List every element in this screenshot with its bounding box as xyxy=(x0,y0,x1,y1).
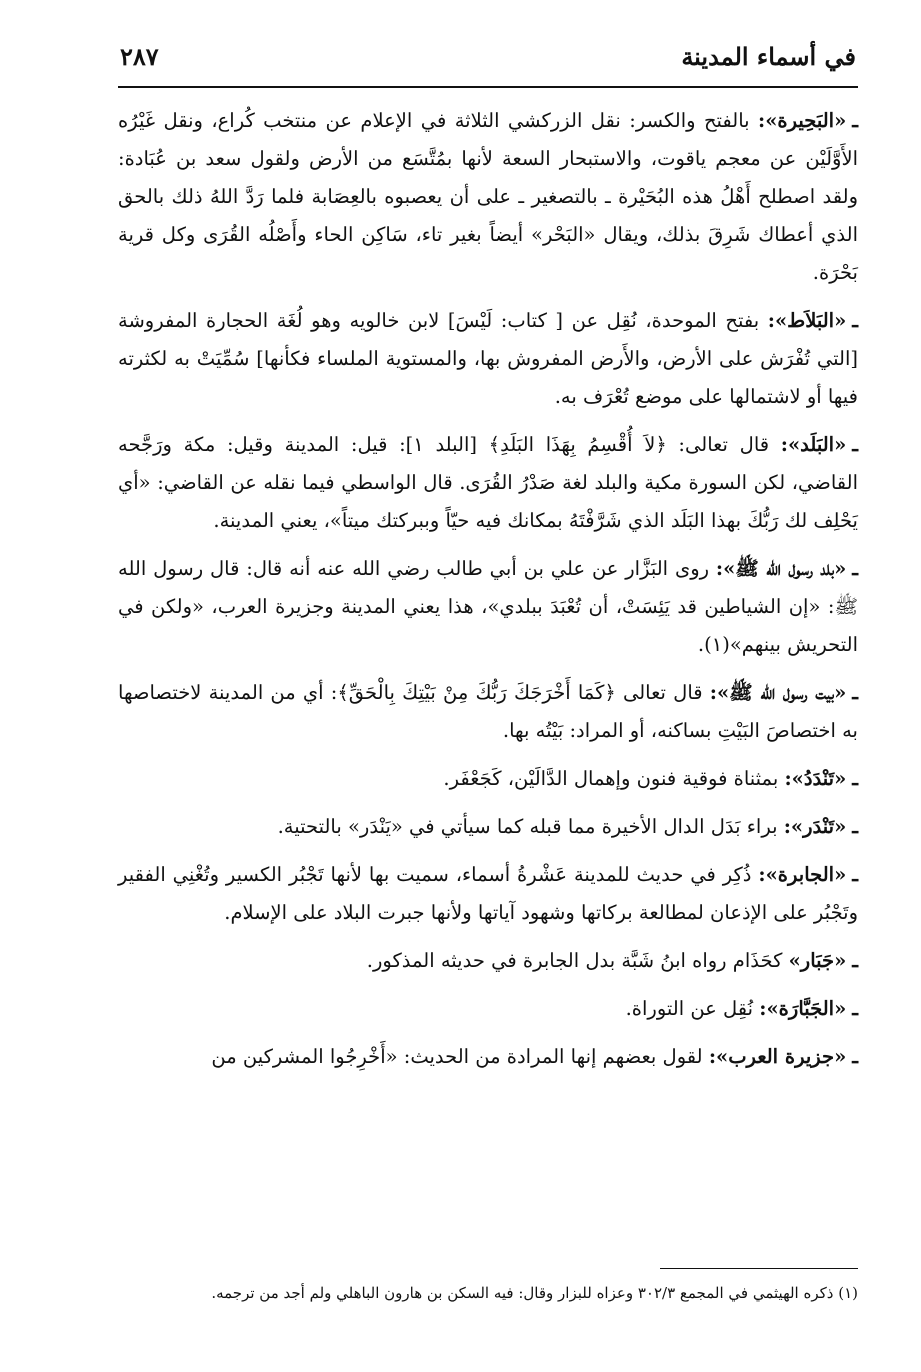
entry-dash: ـ xyxy=(852,863,858,886)
entry-text: بفتح الموحدة، نُقِل عن [ كتاب: لَيْسَ] لابن خالويه وهو لُغَة الحجارة المفروشة [التي تُفْرَش على الأرض، والأَرض المفروش بها، والمستوية الملساء فكأنها] سُمِّيَتْ به لكثرته فيها أو لاشتمالها على موضع تُعْرَف به. xyxy=(118,309,858,408)
entry-text: لقول بعضهم إنها المرادة من الحديث: «أَخْرِجُوا المشركين من xyxy=(211,1045,703,1068)
entry-term: «تَنْدَدُ»: xyxy=(784,767,847,790)
entry-bayt-rasul xyxy=(118,674,858,750)
entry-term: «بلد رسول الله ﷺ»: xyxy=(715,557,847,580)
entry-dash: ـ xyxy=(852,997,858,1020)
entry-text: براء بَدَل الدال الأخيرة مما قبله كما سيأتي في «يَنْدَر» بالتحتية. xyxy=(277,815,778,838)
entry-term: «البَلاَط»: xyxy=(767,309,847,332)
header-rule xyxy=(118,86,858,88)
entry-term: «البَحِيرة»: xyxy=(758,109,847,132)
entry-term: «البَلَد»: xyxy=(780,433,847,456)
entry-jazirat-al-arab xyxy=(118,1038,858,1076)
footnote-text: (١) ذكره الهيثمي في المجمع ٣٠٢/٣ وعزاه للبزار وقال: فيه السكن بن هارون الباهلي ولم أجد من ترجمه. xyxy=(211,1284,858,1302)
entry-tandar xyxy=(118,808,858,846)
entry-text: قال تعالى: ﴿لاَ أُقْسِمُ بِهَذَا البَلَدِ﴾ [البلد ١]: قيل: المدينة وقيل: مكة ورَجَّحه القاضي، لكن السورة مكية والبلد لغة صَدْرُ القُرَى. قال الواسطي فيما نقله عن القاضي: «أي يَحْلِف لك رَبُّكَ بهذا البَلَد الذي شَرَّفْتَهُ بمكانك فيه حيّاً وببركتك ميتاً»، يعني المدينة. xyxy=(118,433,858,532)
page-number: ٢٨٧ xyxy=(120,42,159,71)
entry-dash: ـ xyxy=(852,949,858,972)
running-head xyxy=(118,42,858,86)
entry-term: «جَبَار» xyxy=(788,949,847,972)
entry-term: «بيت رسول الله ﷺ»: xyxy=(709,681,847,704)
entry-dash: ـ xyxy=(852,681,858,704)
footnote xyxy=(118,1280,858,1306)
entry-balat xyxy=(118,302,858,416)
page-body xyxy=(118,42,858,1086)
running-title: في أسماء المدينة xyxy=(681,42,856,71)
entry-term: «جزيرة العرب»: xyxy=(708,1045,847,1068)
entry-dash: ـ xyxy=(852,815,858,838)
entry-term: «الجَبَّارَة»: xyxy=(759,997,847,1020)
entry-text: ذُكِر في حديث للمدينة عَشْرةُ أسماء، سميت بها لأنها تَجْبُر الكسير وتُغْنِي الفقير وتَجْبُر على الإذعان لمطالعة بركاتها وشهود آياتها ولأنها جبرت البلاد على الإسلام. xyxy=(118,863,858,924)
entry-dash: ـ xyxy=(852,557,858,580)
entry-dash: ـ xyxy=(852,433,859,456)
entry-balad xyxy=(118,426,858,540)
entry-jabira xyxy=(118,856,858,932)
entry-term: «الجابرة»: xyxy=(758,863,847,886)
entry-tandad xyxy=(118,760,858,798)
entry-text: بمثناة فوقية فنون وإهمال الدَّالَيْن، كَجَعْفَر. xyxy=(443,767,779,790)
entry-balad-rasul xyxy=(118,550,858,664)
entry-text: كحَذَام رواه ابنُ شَبَّة بدل الجابرة في حديثه المذكور. xyxy=(366,949,783,972)
entry-dash: ـ xyxy=(852,767,858,790)
entry-buhaira xyxy=(118,102,858,292)
entry-text: بالفتح والكسر: نقل الزركشي الثلاثة في الإعلام عن منتخب كُراع، ونقل غَيْرُه الأَوَّلَيْن عن معجم ياقوت، والاستبحار السعة لأنها بمُتَّسَع من الأرض ولقول سعد بن عُبَادة: ولقد اصطلح أَهْلُ هذه البُحَيْرة ـ بالتصغير ـ على أن يعصبوه بالعِصَابة فلما رَدَّ اللهُ ذلك بالحق الذي أعطاك شَرِقَ بذلك، ويقال «البَحْر» أيضاً بغير تاء، سَاكِن الحاء وأَصْلُه القُرَى وكل قرية بَحْرَة. xyxy=(118,109,858,284)
entry-text: قال تعالى ﴿كَمَا أَخْرَجَكَ رَبُّكَ مِنْ بَيْتِكَ بِالْحَقِّ﴾: أي من المدينة لاختصاصها به اختصاصَ البَيْتِ بساكنه، أو المراد: بَيْتُه بها. xyxy=(118,681,858,742)
entry-term: «تَنْدَر»: xyxy=(783,815,847,838)
entry-text: نُقِل عن التوراة. xyxy=(625,997,754,1020)
entry-dash: ـ xyxy=(852,1045,858,1068)
footnote-rule xyxy=(660,1268,858,1269)
entry-jabar xyxy=(118,942,858,980)
entry-jabbara xyxy=(118,990,858,1028)
entry-dash: ـ xyxy=(852,309,858,332)
entry-text: روى البَزَّار عن علي بن أبي طالب رضي الله عنه أنه قال: قال رسول الله ﷺ: «إن الشياطين قد يَئِسَتْ، أن تُعْبَدَ ببلدي»، هذا يعني المدينة وجزيرة العرب، «ولكن في التحريش بينهم»(١). xyxy=(118,557,858,656)
entry-dash: ـ xyxy=(852,109,858,132)
